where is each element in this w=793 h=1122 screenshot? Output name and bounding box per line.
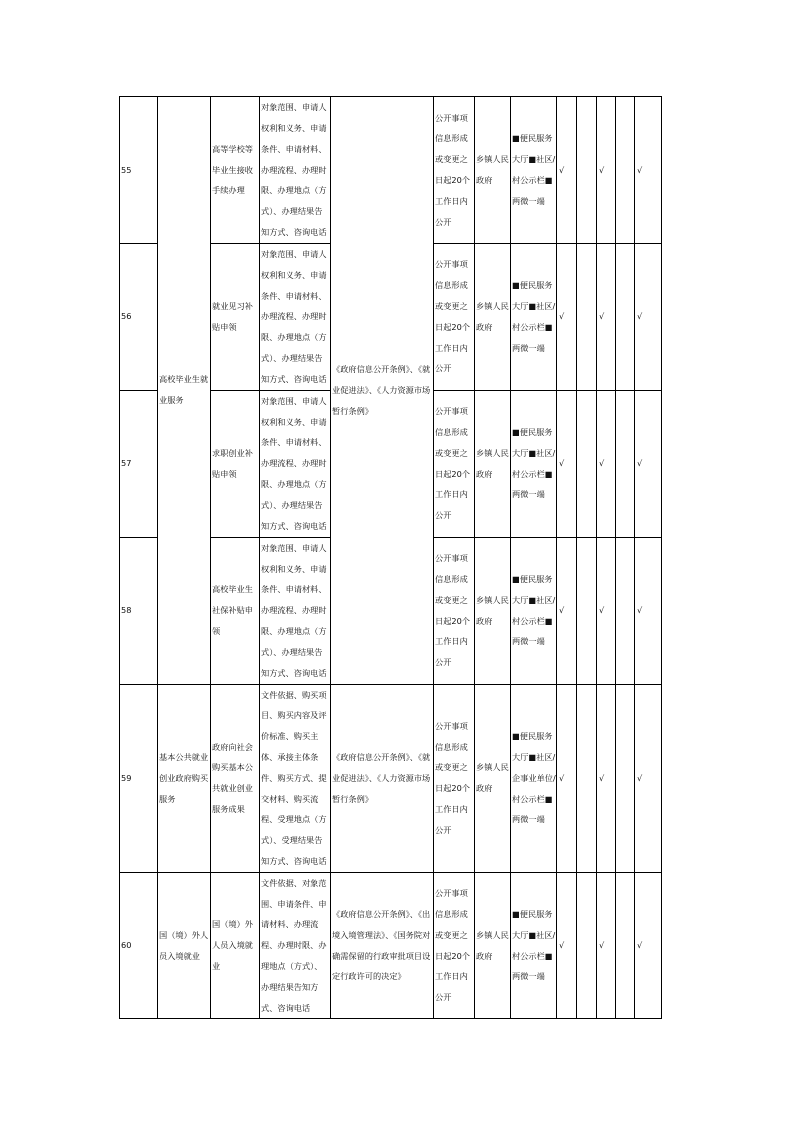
check-cell: √: [597, 390, 616, 537]
check-cell: [577, 872, 597, 1019]
category-cell: 高校毕业生就业服务: [158, 97, 211, 685]
basis-cell: 《政府信息公开条例》、《就业促进法》、《人力资源市场暂行条例》: [331, 97, 434, 685]
item-cell: 政府向社会购买基本公共就业创业服务成果: [211, 684, 260, 872]
content-cell: 文件依据、购买项目、购买内容及评价标准、购买主体、承接主体条件、购买方式、提交材料、购买流程、受理地点（方式）、受理结果告知方式、咨询电话: [260, 684, 331, 872]
category-cell: 国（境）外人员入境就业: [158, 872, 211, 1019]
check-cell: √: [557, 97, 577, 244]
check-cell: [616, 537, 635, 684]
time-cell: 公开事项信息形成或变更之日起20个工作日内公开: [434, 872, 475, 1019]
check-cell: √: [597, 684, 616, 872]
table-row: [120, 872, 662, 1019]
subject-cell: 乡镇人民政府: [475, 97, 511, 244]
time-cell: 公开事项信息形成或变更之日起20个工作日内公开: [434, 684, 475, 872]
row-number: 60: [120, 872, 158, 1019]
disclosure-table: [119, 96, 662, 1019]
subject-cell: 乡镇人民政府: [475, 390, 511, 537]
row-number: 58: [120, 537, 158, 684]
check-cell: √: [557, 684, 577, 872]
item-cell: 求职创业补贴申领: [211, 390, 260, 537]
table-row: [120, 684, 662, 872]
check-cell: √: [635, 97, 662, 244]
content-cell: 对象范围、申请人权利和义务、申请条件、申请材料、办理流程、办理时限、办理地点（方式）、办理结果告知方式、咨询电话: [260, 390, 331, 537]
check-cell: √: [635, 390, 662, 537]
channel-cell: ■便民服务大厅■社区/村公示栏■两微一端: [511, 872, 557, 1019]
check-cell: [577, 390, 597, 537]
disclosure-table-container: [119, 96, 662, 1019]
basis-cell: 《政府信息公开条例》、《出境入境管理法》、《国务院对确需保留的行政审批项目设定行政许可的决定》: [331, 872, 434, 1019]
check-cell: √: [557, 244, 577, 391]
check-cell: √: [597, 244, 616, 391]
check-cell: √: [557, 390, 577, 537]
item-cell: 高校毕业生社保补贴申领: [211, 537, 260, 684]
check-cell: √: [635, 872, 662, 1019]
check-cell: [616, 872, 635, 1019]
item-cell: 高等学校等毕业生接收手续办理: [211, 97, 260, 244]
check-cell: √: [597, 97, 616, 244]
time-cell: 公开事项信息形成或变更之日起20个工作日内公开: [434, 390, 475, 537]
channel-cell: ■便民服务大厅■社区/村公示栏■两微一端: [511, 390, 557, 537]
item-cell: 国（境）外人员入境就业: [211, 872, 260, 1019]
content-cell: 对象范围、申请人权利和义务、申请条件、申请材料、办理流程、办理时限、办理地点（方式）、办理结果告知方式、咨询电话: [260, 244, 331, 391]
check-cell: [616, 684, 635, 872]
check-cell: √: [557, 537, 577, 684]
channel-cell: ■便民服务大厅■社区/企事业单位/村公示栏■两微一端: [511, 684, 557, 872]
subject-cell: 乡镇人民政府: [475, 537, 511, 684]
subject-cell: 乡镇人民政府: [475, 244, 511, 391]
time-cell: 公开事项信息形成或变更之日起20个工作日内公开: [434, 97, 475, 244]
row-number: 57: [120, 390, 158, 537]
subject-cell: 乡镇人民政府: [475, 872, 511, 1019]
check-cell: [616, 244, 635, 391]
check-cell: √: [597, 872, 616, 1019]
subject-cell: 乡镇人民政府: [475, 684, 511, 872]
row-number: 59: [120, 684, 158, 872]
check-cell: [577, 684, 597, 872]
channel-cell: ■便民服务大厅■社区/村公示栏■两微一端: [511, 537, 557, 684]
check-cell: [616, 390, 635, 537]
content-cell: 对象范围、申请人权利和义务、申请条件、申请材料、办理流程、办理时限、办理地点（方式）、办理结果告知方式、咨询电话: [260, 97, 331, 244]
check-cell: [577, 537, 597, 684]
check-cell: √: [635, 244, 662, 391]
item-cell: 就业见习补贴申领: [211, 244, 260, 391]
channel-cell: ■便民服务大厅■社区/村公示栏■两微一端: [511, 244, 557, 391]
check-cell: [616, 97, 635, 244]
check-cell: [577, 244, 597, 391]
row-number: 56: [120, 244, 158, 391]
check-cell: √: [557, 872, 577, 1019]
time-cell: 公开事项信息形成或变更之日起20个工作日内公开: [434, 537, 475, 684]
category-cell: 基本公共就业创业政府购买服务: [158, 684, 211, 872]
check-cell: √: [597, 537, 616, 684]
row-number: 55: [120, 97, 158, 244]
check-cell: [577, 97, 597, 244]
table-row: [120, 97, 662, 244]
time-cell: 公开事项信息形成或变更之日起20个工作日内公开: [434, 244, 475, 391]
check-cell: √: [635, 684, 662, 872]
content-cell: 对象范围、申请人权利和义务、申请条件、申请材料、办理流程、办理时限、办理地点（方式）、办理结果告知方式、咨询电话: [260, 537, 331, 684]
basis-cell: 《政府信息公开条例》、《就业促进法》、《人力资源市场暂行条例》: [331, 684, 434, 872]
channel-cell: ■便民服务大厅■社区/村公示栏■两微一端: [511, 97, 557, 244]
content-cell: 文件依据、对象范围、申请条件、申请材料、办理流程、办理时限、办理地点（方式）、办理结果告知方式、咨询电话: [260, 872, 331, 1019]
check-cell: √: [635, 537, 662, 684]
